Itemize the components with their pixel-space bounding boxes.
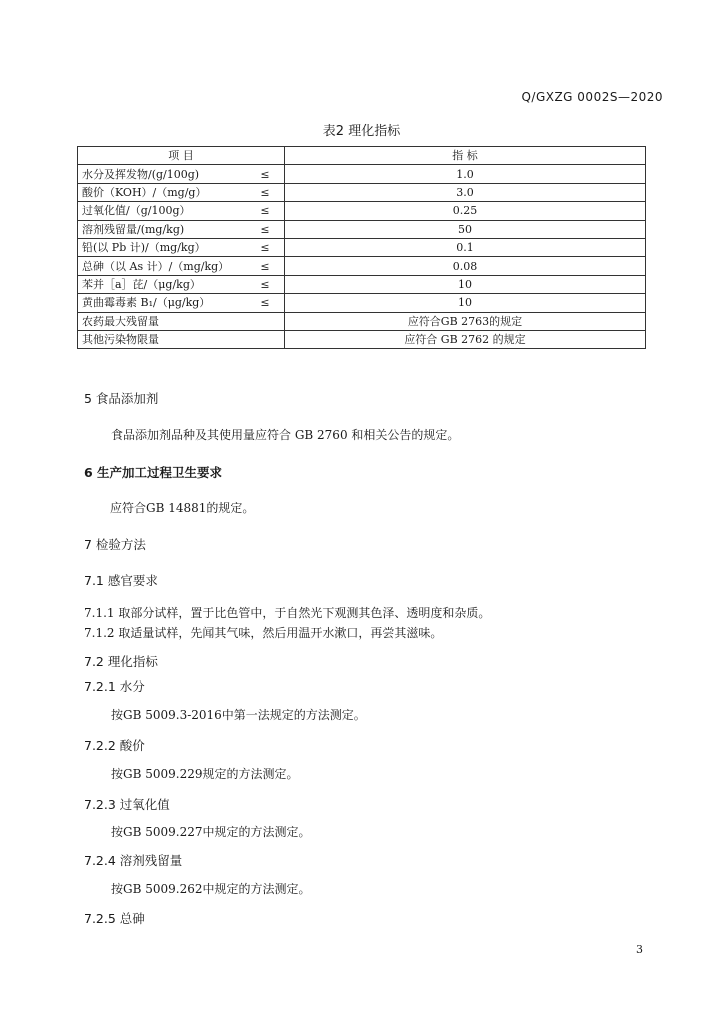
row-value: 0.08 xyxy=(285,257,646,275)
section-7-2-2-text: 按GB 5009.229规定的方法测定。 xyxy=(111,767,299,781)
table-row xyxy=(78,257,646,275)
row-value: 0.1 xyxy=(285,238,646,256)
section-7-1-1: 7.1.1 取部分试样，置于比色管中，于自然光下观测其色泽、透明度和杂质。 xyxy=(84,606,491,620)
row-item: 其他污染物限量 xyxy=(78,330,247,348)
section-7-2-5: 7.2.5 总砷 xyxy=(84,911,145,926)
table-row xyxy=(78,330,646,348)
table-row xyxy=(78,294,646,312)
row-operator: ≤ xyxy=(246,275,285,293)
row-operator xyxy=(246,330,285,348)
table-row xyxy=(78,183,646,201)
section-7-2-3-text: 按GB 5009.227中规定的方法测定。 xyxy=(111,825,311,839)
section-7-2-2: 7.2.2 酸价 xyxy=(84,738,145,753)
row-value: 应符合GB 2763的规定 xyxy=(285,312,646,330)
row-item: 苯并［a］芘/（μg/kg） xyxy=(78,275,247,293)
section-5-text: 食品添加剂品种及其使用量应符合 GB 2760 和相关公告的规定。 xyxy=(111,428,460,442)
header-index: 指 标 xyxy=(285,147,646,165)
row-operator xyxy=(246,312,285,330)
row-value: 50 xyxy=(285,220,646,238)
table-title: 表2 理化指标 xyxy=(322,124,401,139)
row-value: 1.0 xyxy=(285,165,646,183)
row-value: 10 xyxy=(285,275,646,293)
row-item: 铅(以 Pb 计)/（mg/kg） xyxy=(78,238,247,256)
row-item: 黄曲霉毒素 B₁/（μg/kg） xyxy=(78,294,247,312)
row-item: 溶剂残留量/(mg/kg) xyxy=(78,220,247,238)
row-operator: ≤ xyxy=(246,183,285,201)
row-value: 应符合 GB 2762 的规定 xyxy=(285,330,646,348)
row-value: 3.0 xyxy=(285,183,646,201)
section-7-2-1-text: 按GB 5009.3-2016中第一法规定的方法测定。 xyxy=(111,708,366,722)
section-6: 6 生产加工过程卫生要求 xyxy=(84,465,223,480)
row-operator: ≤ xyxy=(246,294,285,312)
section-7-2: 7.2 理化指标 xyxy=(84,654,158,669)
page-number: 3 xyxy=(636,943,643,956)
table-row xyxy=(78,238,646,256)
section-7-1: 7.1 感官要求 xyxy=(84,573,158,588)
section-7-2-3: 7.2.3 过氧化值 xyxy=(84,797,170,812)
row-item: 水分及挥发物/(g/100g) xyxy=(78,165,247,183)
row-item: 总砷（以 As 计）/（mg/kg） xyxy=(78,257,247,275)
section-7-2-4-text: 按GB 5009.262中规定的方法测定。 xyxy=(111,882,311,896)
header-item: 项 目 xyxy=(78,147,285,165)
section-5: 5 食品添加剂 xyxy=(84,391,159,406)
row-item: 酸价（KOH）/（mg/g） xyxy=(78,183,247,201)
section-6-text: 应符合GB 14881的规定。 xyxy=(110,501,255,515)
row-operator: ≤ xyxy=(246,220,285,238)
document-code: Q/GXZG 0002S—2020 xyxy=(521,90,663,104)
table-row xyxy=(78,312,646,330)
row-value: 0.25 xyxy=(285,202,646,220)
row-operator: ≤ xyxy=(246,238,285,256)
table-row xyxy=(78,165,646,183)
row-operator: ≤ xyxy=(246,202,285,220)
section-7: 7 检验方法 xyxy=(84,537,146,552)
row-operator: ≤ xyxy=(246,257,285,275)
section-7-1-2: 7.1.2 取适量试样，先闻其气味，然后用温开水漱口，再尝其滋味。 xyxy=(84,626,443,640)
table-row xyxy=(78,275,646,293)
row-item: 过氧化值/（g/100g） xyxy=(78,202,247,220)
section-7-2-1: 7.2.1 水分 xyxy=(84,679,145,694)
row-operator: ≤ xyxy=(246,165,285,183)
row-item: 农药最大残留量 xyxy=(78,312,247,330)
row-value: 10 xyxy=(285,294,646,312)
table-row xyxy=(78,202,646,220)
physicochemical-table xyxy=(77,146,646,349)
table-row xyxy=(78,220,646,238)
section-7-2-4: 7.2.4 溶剂残留量 xyxy=(84,853,183,868)
table-header-row xyxy=(78,147,646,165)
